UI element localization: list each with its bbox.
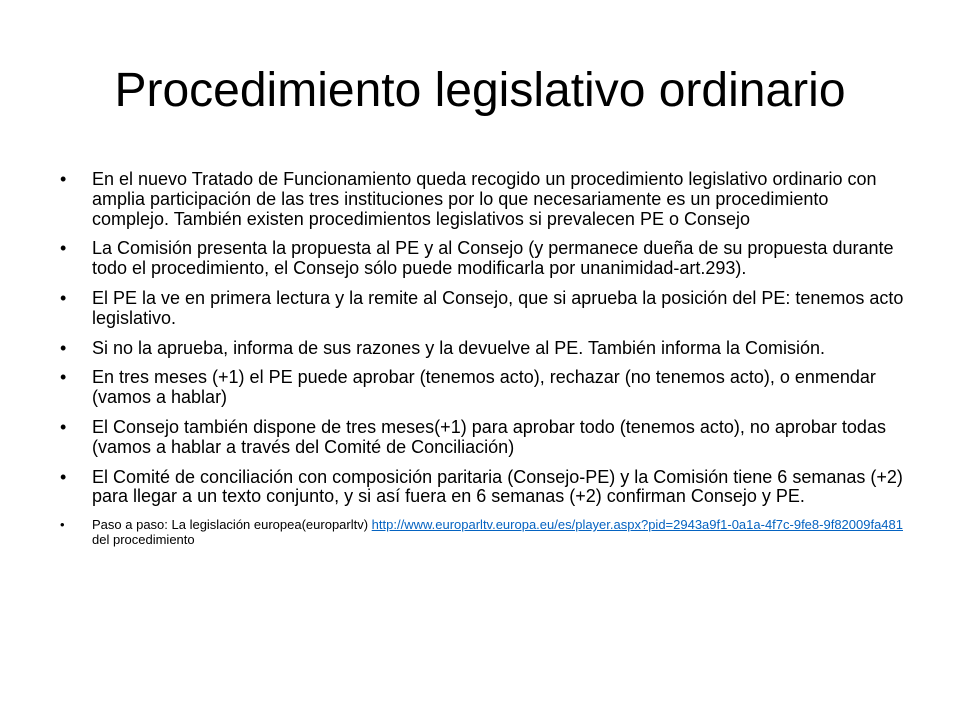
slide-title: Procedimiento legislativo ordinario	[114, 64, 846, 117]
bullet-text: En tres meses (+1) el PE puede aprobar (tenemos acto), rechazar (no tenemos acto), o enmendar (vamos a hablar)	[92, 367, 876, 408]
bullet-item	[60, 239, 910, 279]
bullet-item	[60, 170, 910, 229]
bullet-text: En el nuevo Tratado de Funcionamiento queda recogido un procedimiento legislativo ordinario con amplia participación de las tres instituciones por lo que necesariamente es un procedimiento complejo. También existen procedimientos legislativos si prevalecen PE o Consejo	[92, 169, 877, 229]
bullet-text: El PE la ve en primera lectura y la remite al Consejo, que si aprueba la posición del PE: tenemos acto legislativo.	[92, 287, 904, 328]
bullet-dot: •	[60, 466, 67, 487]
bullet-item	[60, 368, 910, 408]
bullet-dot: •	[60, 287, 67, 308]
bullet-dot: •	[60, 367, 67, 388]
bullet-item	[60, 468, 910, 508]
bullet-text: El Consejo también dispone de tres meses(+1) para aprobar todo (tenemos acto), no aprobar todas (vamos a hablar a través del Comité de Conciliación)	[92, 416, 886, 457]
bullet-item	[60, 289, 910, 329]
bullet-item	[60, 339, 910, 359]
bullet-dot: •	[60, 169, 67, 189]
bullet-dot: •	[60, 517, 65, 533]
footnote-item	[60, 517, 910, 547]
bullet-dot: •	[60, 416, 67, 437]
europarltv-link[interactable]: http://www.europarltv.europa.eu/es/player.aspx?pid=2943a9f1-0a1a-4f7c-9fe8-9f82009fa481	[371, 517, 903, 533]
bullet-dot: •	[60, 337, 67, 358]
bullet-dot: •	[60, 238, 67, 259]
footnote-suffix: del procedimiento	[92, 532, 195, 548]
bullet-list	[60, 170, 910, 557]
bullet-text: La Comisión presenta la propuesta al PE y al Consejo (y permanece dueña de su propuesta durante todo el procedimiento, el Consejo sólo puede modificarla por unanimidad-art.293).	[92, 238, 894, 279]
bullet-item	[60, 418, 910, 458]
footnote-prefix: Paso a paso: La legislación europea(europarltv)	[92, 517, 372, 533]
bullet-text: El Comité de conciliación con composición paritaria (Consejo-PE) y la Comisión tiene 6 semanas (+2) para llegar a un texto conjunto, y si así fuera en 6 semanas (+2) confirman Consejo y PE.	[92, 466, 903, 507]
bullet-text: Si no la aprueba, informa de sus razones y la devuelve al PE. También informa la Comisión.	[92, 337, 826, 358]
